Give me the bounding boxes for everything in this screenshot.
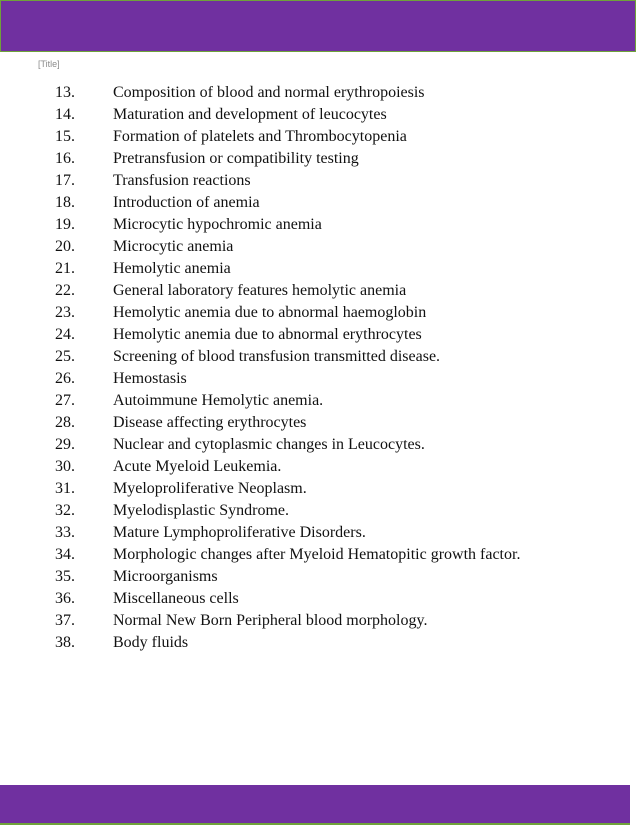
- list-item: [0, 192, 638, 214]
- item-text: Composition of blood and normal erythropoiesis: [113, 84, 425, 101]
- footer-band: [0, 785, 630, 825]
- item-text: Transfusion reactions: [113, 172, 251, 189]
- list-item: [0, 236, 638, 258]
- item-number: 26.: [55, 370, 75, 387]
- item-number: 23.: [55, 304, 75, 321]
- item-text: Autoimmune Hemolytic anemia.: [113, 392, 324, 409]
- list-item: [0, 522, 638, 544]
- list-item: [0, 434, 638, 456]
- item-text: Pretransfusion or compatibility testing: [113, 150, 359, 167]
- item-number: 27.: [55, 392, 75, 409]
- item-text: Morphologic changes after Myeloid Hematopitic growth factor.: [113, 546, 521, 563]
- item-text: Hemolytic anemia due to abnormal erythrocytes: [113, 326, 422, 343]
- item-text: Microcytic hypochromic anemia: [113, 216, 322, 233]
- item-number: 31.: [55, 480, 75, 497]
- list-item: [0, 456, 638, 478]
- item-number: 18.: [55, 194, 75, 211]
- item-number: 21.: [55, 260, 75, 277]
- list-item: [0, 390, 638, 412]
- item-number: 17.: [55, 172, 75, 189]
- item-text: Hemostasis: [113, 370, 187, 387]
- item-text: Body fluids: [113, 634, 189, 651]
- list-item: [0, 544, 638, 566]
- list-item: [0, 214, 638, 236]
- list-item: [0, 412, 638, 434]
- item-text: General laboratory features hemolytic anemia: [113, 282, 407, 299]
- item-text: Microorganisms: [113, 568, 218, 585]
- list-item: [0, 126, 638, 148]
- list-item: [0, 324, 638, 346]
- item-number: 14.: [55, 106, 75, 123]
- item-text: Myeloproliferative Neoplasm.: [113, 480, 307, 497]
- item-text: Acute Myeloid Leukemia.: [113, 458, 282, 475]
- item-text: Hemolytic anemia due to abnormal haemoglobin: [113, 304, 427, 321]
- item-text: Maturation and development of leucocytes: [113, 106, 387, 123]
- item-number: 36.: [55, 590, 75, 607]
- list-item: [0, 82, 638, 104]
- item-number: 30.: [55, 458, 75, 475]
- list-item: [0, 258, 638, 280]
- list-item: [0, 280, 638, 302]
- item-number: 24.: [55, 326, 75, 343]
- title-placeholder: [Title]: [38, 59, 60, 69]
- item-number: 19.: [55, 216, 75, 233]
- item-number: 15.: [55, 128, 75, 145]
- item-number: 33.: [55, 524, 75, 541]
- item-number: 13.: [55, 84, 75, 101]
- list-item: [0, 104, 638, 126]
- list-item: [0, 302, 638, 324]
- item-text: Hemolytic anemia: [113, 260, 231, 277]
- item-number: 38.: [55, 634, 75, 651]
- item-text: Microcytic anemia: [113, 238, 234, 255]
- header-band: [0, 0, 636, 52]
- item-number: 34.: [55, 546, 75, 563]
- item-number: 25.: [55, 348, 75, 365]
- item-text: Miscellaneous cells: [113, 590, 239, 607]
- list-item: [0, 588, 638, 610]
- list-item: [0, 632, 638, 654]
- list-item: [0, 566, 638, 588]
- item-text: Disease affecting erythrocytes: [113, 414, 307, 431]
- item-number: 37.: [55, 612, 75, 629]
- item-text: Myelodisplastic Syndrome.: [113, 502, 289, 519]
- item-text: Nuclear and cytoplasmic changes in Leucocytes.: [113, 436, 425, 453]
- item-text: Formation of platelets and Thrombocytopenia: [113, 128, 407, 145]
- list-item: [0, 478, 638, 500]
- item-number: 20.: [55, 238, 75, 255]
- list-item: [0, 500, 638, 522]
- list-item: [0, 346, 638, 368]
- item-number: 28.: [55, 414, 75, 431]
- list-item: [0, 170, 638, 192]
- table-of-contents: [0, 82, 638, 654]
- item-text: Mature Lymphoproliferative Disorders.: [113, 524, 366, 541]
- item-number: 35.: [55, 568, 75, 585]
- item-number: 22.: [55, 282, 75, 299]
- item-text: Introduction of anemia: [113, 194, 260, 211]
- item-number: 29.: [55, 436, 75, 453]
- item-number: 16.: [55, 150, 75, 167]
- item-text: Screening of blood transfusion transmitted disease.: [113, 348, 441, 365]
- list-item: [0, 368, 638, 390]
- list-item: [0, 610, 638, 632]
- item-text: Normal New Born Peripheral blood morphology.: [113, 612, 428, 629]
- item-number: 32.: [55, 502, 75, 519]
- list-item: [0, 148, 638, 170]
